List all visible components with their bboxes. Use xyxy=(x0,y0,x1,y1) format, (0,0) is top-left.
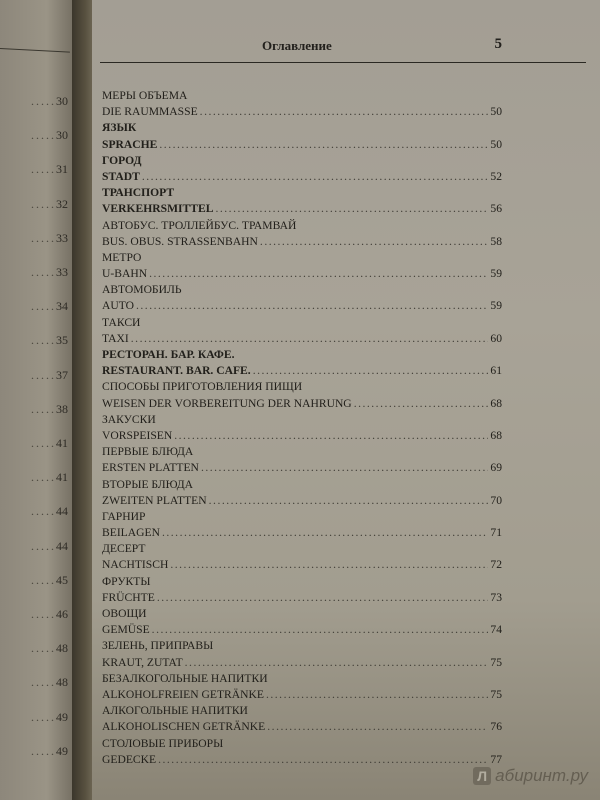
toc-entry xyxy=(102,687,502,703)
left-page-number-text: 41 xyxy=(56,470,68,485)
toc-entry-page: 52 xyxy=(490,169,502,183)
left-page-number-text: 32 xyxy=(56,196,68,211)
dot-leader xyxy=(201,460,488,476)
toc-entry-title: STADT xyxy=(102,169,140,183)
toc-entry-title: GEDECKE xyxy=(102,752,157,766)
toc-entry xyxy=(102,201,502,217)
toc-entry xyxy=(102,493,502,509)
dot-leader xyxy=(354,396,489,412)
toc-entry xyxy=(102,703,502,719)
toc-entry-title: AUTO xyxy=(102,299,134,313)
dot-leader: ..... xyxy=(31,743,56,758)
dot-leader xyxy=(200,104,489,120)
dot-leader xyxy=(162,525,488,541)
toc-entry-title: ФРУКТЫ xyxy=(102,574,151,588)
dot-leader xyxy=(131,331,489,347)
toc-entry-title: ПЕРВЫЕ БЛЮДА xyxy=(102,445,194,459)
right-page xyxy=(92,0,600,800)
dot-leader: ..... xyxy=(31,470,56,485)
toc-entry xyxy=(102,428,502,444)
toc-entry-page: 71 xyxy=(490,526,502,540)
left-page-numbers xyxy=(0,0,78,800)
toc-entry-title: RESTAURANT. BAR. CAFE. xyxy=(102,364,251,378)
left-page-number xyxy=(0,333,68,348)
toc-entry xyxy=(102,590,502,606)
left-page-number-text: 48 xyxy=(56,641,68,656)
toc-entry-title: АВТОМОБИЛЬ xyxy=(102,283,182,297)
toc-entry-title: ALKOHOLISCHEN GETRÄNKE xyxy=(102,720,266,734)
dot-leader xyxy=(158,752,488,768)
toc-entry-title: АЛКОГОЛЬНЫЕ НАПИТКИ xyxy=(102,704,248,718)
toc-entry-page: 76 xyxy=(490,720,502,734)
left-page-number-text: 49 xyxy=(56,709,68,724)
toc-entry xyxy=(102,719,502,735)
toc-entry-page: 69 xyxy=(490,461,502,475)
toc-entry-title: АВТОБУС. ТРОЛЛЕЙБУС. ТРАМВАЙ xyxy=(102,218,297,232)
left-page-number-text: 38 xyxy=(56,401,68,416)
dot-leader: ..... xyxy=(31,333,56,348)
dot-leader: ..... xyxy=(31,128,56,143)
toc-entry-title: СТОЛОВЫЕ ПРИБОРЫ xyxy=(102,736,224,750)
dot-leader xyxy=(185,655,489,671)
toc-entry-title: ТРАНСПОРТ xyxy=(102,186,175,200)
toc-entry-page: 56 xyxy=(490,202,502,216)
dot-leader: ..... xyxy=(31,538,56,553)
left-page-number-text: 48 xyxy=(56,675,68,690)
toc-entry-title: ЗАКУСКИ xyxy=(102,412,156,426)
toc-entry-title: ВТОРЫЕ БЛЮДА xyxy=(102,477,193,491)
toc-entry-page: 74 xyxy=(490,623,502,637)
toc-entry xyxy=(102,331,502,347)
dot-leader: ..... xyxy=(31,367,56,382)
toc-entry-title: СПОСОБЫ ПРИГОТОВЛЕНИЯ ПИЩИ xyxy=(102,380,303,394)
toc-entry xyxy=(102,557,502,573)
toc-entry xyxy=(102,120,502,136)
left-page-number xyxy=(0,197,68,212)
toc-entry-page: 60 xyxy=(490,331,502,345)
toc-entry-title: ALKOHOLFREIEN GETRÄNKE xyxy=(102,687,264,701)
toc-entry xyxy=(102,396,502,412)
left-page-number xyxy=(0,710,68,725)
toc-entry-title: ERSTEN PLATTEN xyxy=(102,461,199,475)
toc-entry-page: 50 xyxy=(490,105,502,119)
dot-leader xyxy=(209,493,489,509)
toc-entry xyxy=(102,736,502,752)
left-page-number xyxy=(0,436,68,451)
toc-entry xyxy=(102,460,502,476)
dot-leader xyxy=(170,557,488,573)
toc-entry xyxy=(102,444,502,460)
watermark xyxy=(473,766,588,786)
dot-leader: ..... xyxy=(31,607,56,621)
toc-entry-title: ГОРОД xyxy=(102,153,142,167)
left-page-number-text: 33 xyxy=(56,265,68,279)
toc-entry-page: 59 xyxy=(490,267,502,281)
dot-leader: ..... xyxy=(31,230,56,245)
toc-entry-title: ДЕСЕРТ xyxy=(102,542,146,556)
toc-entry xyxy=(102,218,502,234)
dot-leader: ..... xyxy=(31,299,56,314)
toc-entry-title: BUS. OBUS. STRASSENBAHN xyxy=(102,234,258,248)
toc-entry-page: 61 xyxy=(490,364,502,378)
toc-entry xyxy=(102,606,502,622)
watermark-text: абиринт.ру xyxy=(495,766,588,785)
left-page-number xyxy=(0,265,68,280)
dot-leader xyxy=(157,590,489,606)
dot-leader: ..... xyxy=(31,641,56,656)
toc-entry xyxy=(102,234,502,250)
left-page-number xyxy=(0,402,68,417)
toc-entry-page: 75 xyxy=(490,655,502,669)
left-page-number-text: 30 xyxy=(56,94,68,108)
toc-entry xyxy=(102,638,502,654)
toc-entry xyxy=(102,541,502,557)
table-of-contents xyxy=(102,88,502,768)
toc-entry-page: 50 xyxy=(490,137,502,151)
header-rule xyxy=(100,62,586,63)
toc-entry-page: 72 xyxy=(490,558,502,572)
toc-entry-title: TAXI xyxy=(102,331,129,345)
left-page-number xyxy=(0,607,68,622)
toc-entry-title: БЕЗАЛКОГОЛЬНЫЕ НАПИТКИ xyxy=(102,671,268,685)
left-page-number-text: 34 xyxy=(56,299,68,314)
dot-leader: ..... xyxy=(31,162,56,177)
left-page-number xyxy=(0,539,68,554)
page-number: 5 xyxy=(494,36,502,52)
dot-leader xyxy=(267,719,488,735)
dot-leader xyxy=(159,137,488,153)
toc-entry-title: ТАКСИ xyxy=(102,315,141,329)
toc-entry xyxy=(102,104,502,120)
toc-entry-title: DIE RAUMMASSE xyxy=(102,105,198,119)
toc-entry-title: KRAUT, ZUTAT xyxy=(102,655,183,669)
left-page-number-text: 37 xyxy=(56,367,68,382)
toc-entry-title: ОВОЩИ xyxy=(102,607,147,620)
toc-entry xyxy=(102,671,502,687)
left-page-number xyxy=(0,675,68,690)
left-page-number-text: 44 xyxy=(56,538,68,553)
toc-entry-page: 77 xyxy=(490,752,502,766)
left-page-number xyxy=(0,231,68,246)
left-page-number-text: 49 xyxy=(56,743,68,758)
toc-entry xyxy=(102,752,502,768)
dot-leader: ..... xyxy=(31,504,56,519)
left-page-number xyxy=(0,641,68,656)
toc-entry xyxy=(102,169,502,185)
left-page-number xyxy=(0,94,68,109)
toc-entry xyxy=(102,379,502,395)
toc-entry-page: 75 xyxy=(490,687,502,701)
left-page-number xyxy=(0,744,68,759)
page-title: Оглавление xyxy=(262,38,332,53)
dot-leader: ..... xyxy=(31,94,56,108)
toc-entry-title: ЯЗЫК xyxy=(102,121,137,135)
toc-entry-title: МЕРЫ ОБЪЕМА xyxy=(102,89,188,102)
left-page-number-text: 35 xyxy=(56,333,68,348)
toc-entry-page: 58 xyxy=(490,234,502,248)
toc-entry xyxy=(102,347,502,363)
dot-leader xyxy=(260,234,488,250)
toc-entry xyxy=(102,655,502,671)
dot-leader: ..... xyxy=(31,572,56,587)
toc-entry xyxy=(102,250,502,266)
toc-entry-title: GEMÜSE xyxy=(102,623,150,637)
toc-entry-title: BEILAGEN xyxy=(102,526,160,540)
toc-entry xyxy=(102,509,502,525)
left-page-number xyxy=(0,504,68,519)
watermark-logo-icon: Л xyxy=(473,767,491,785)
toc-entry xyxy=(102,153,502,169)
toc-entry-page: 68 xyxy=(490,396,502,410)
toc-entry-title: SPRACHE xyxy=(102,137,158,151)
toc-entry xyxy=(102,282,502,298)
toc-entry-page: 70 xyxy=(490,493,502,507)
dot-leader xyxy=(253,363,489,379)
left-page-number-text: 41 xyxy=(56,436,68,450)
left-page-number xyxy=(0,368,68,383)
toc-entry-title: WEISEN DER VORBEREITUNG DER NAHRUNG xyxy=(102,396,352,410)
left-page-number-text: 45 xyxy=(56,572,68,587)
toc-entry xyxy=(102,412,502,428)
toc-entry-page: 68 xyxy=(490,428,502,442)
dot-leader xyxy=(174,428,488,444)
toc-entry xyxy=(102,622,502,638)
left-page-number xyxy=(0,299,68,314)
dot-leader: ..... xyxy=(31,265,56,279)
dot-leader xyxy=(152,622,489,638)
page-header xyxy=(262,38,502,58)
toc-entry-page: 59 xyxy=(490,299,502,313)
toc-entry-title: ZWEITEN PLATTEN xyxy=(102,493,207,507)
toc-entry-title: ГАРНИР xyxy=(102,509,146,523)
dot-leader xyxy=(136,298,488,314)
dot-leader: ..... xyxy=(31,436,56,450)
left-page-number-text: 30 xyxy=(56,128,68,143)
toc-entry-title: NACHTISCH xyxy=(102,558,169,572)
toc-entry xyxy=(102,574,502,590)
left-page-number xyxy=(0,573,68,588)
toc-entry xyxy=(102,315,502,331)
toc-entry xyxy=(102,363,502,379)
toc-entry-title: VORSPEISEN xyxy=(102,428,173,442)
toc-entry-title: РЕСТОРАН. БАР. КАФЕ. xyxy=(102,348,235,361)
dot-leader: ..... xyxy=(31,709,56,724)
dot-leader xyxy=(215,201,488,217)
toc-entry-title: VERKEHRSMITTEL xyxy=(102,202,214,216)
toc-entry xyxy=(102,185,502,201)
left-page-number xyxy=(0,162,68,177)
dot-leader: ..... xyxy=(31,675,56,690)
left-page-number xyxy=(0,128,68,143)
dot-leader xyxy=(142,169,489,185)
dot-leader: ..... xyxy=(31,401,56,416)
toc-entry xyxy=(102,88,502,104)
left-page xyxy=(0,0,78,800)
left-page-number-text: 46 xyxy=(56,607,68,621)
toc-entry-title: FRÜCHTE xyxy=(102,590,155,604)
toc-entry-title: ЗЕЛЕНЬ, ПРИПРАВЫ xyxy=(102,639,214,653)
left-page-number-text: 44 xyxy=(56,504,68,519)
dot-leader xyxy=(149,266,488,282)
dot-leader: ..... xyxy=(31,196,56,211)
toc-entry xyxy=(102,525,502,541)
dot-leader xyxy=(266,687,488,703)
left-page-number-text: 31 xyxy=(56,162,68,177)
left-page-number xyxy=(0,470,68,485)
toc-entry xyxy=(102,298,502,314)
toc-entry xyxy=(102,477,502,493)
toc-entry xyxy=(102,266,502,282)
toc-entry xyxy=(102,137,502,153)
toc-entry-page: 73 xyxy=(490,590,502,604)
toc-entry-title: U-BAHN xyxy=(102,267,148,281)
left-page-number-text: 33 xyxy=(56,230,68,245)
toc-entry-title: МЕТРО xyxy=(102,250,142,264)
